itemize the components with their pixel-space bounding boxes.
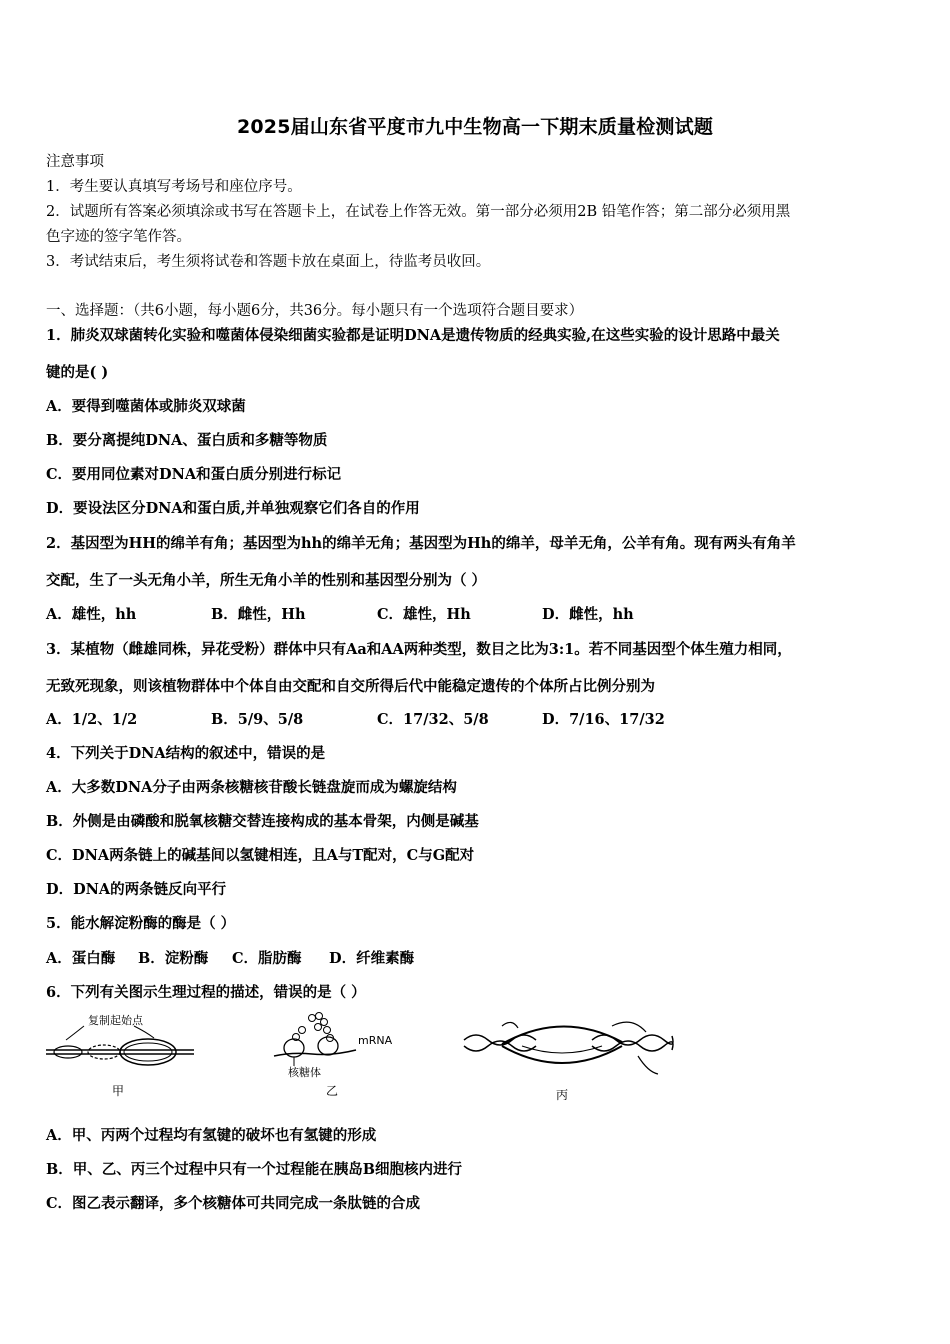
notice-item-1: 1．考生要认真填写考场号和座位序号。 <box>46 179 302 195</box>
q2-option-c: C．雄性，Hh <box>377 606 471 623</box>
q3-option-d: D．7/16、17/32 <box>542 711 665 728</box>
q1-stem-line1: 1．肺炎双球菌转化实验和噬菌体侵染细菌实验都是证明DNA是遗传物质的经典实验,在这些实验的设计思路中最关 <box>46 327 780 344</box>
q2-option-b: B．雌性，Hh <box>211 606 306 623</box>
figure-bing-label: 丙 <box>556 1088 569 1102</box>
section-heading: 一、选择题：（共6小题，每小题6分，共36分。每小题只有一个选项符合题目要求） <box>46 303 584 319</box>
q5-option-b: B．淀粉酶 <box>138 950 209 967</box>
notice-item-2-cont: 色字迹的签字笔作答。 <box>46 229 191 245</box>
q4-option-a: A．大多数DNA分子由两条核糖核苷酸长链盘旋而成为螺旋结构 <box>46 779 457 796</box>
figure-yi-label: 乙 <box>326 1084 339 1098</box>
figure-bing-transcription <box>462 1016 674 1082</box>
q4-option-d: D．DNA的两条链反向平行 <box>46 881 227 898</box>
q3-option-b: B．5/9、5/8 <box>211 711 304 728</box>
q1-option-b: B．要分离提纯DNA、蛋白质和多糖等物质 <box>46 432 328 449</box>
notice-heading: 注意事项 <box>46 154 104 170</box>
q1-stem-line2: 键的是( ) <box>46 364 109 381</box>
notice-item-3: 3．考试结束后，考生须将试卷和答题卡放在桌面上，待监考员收回。 <box>46 254 491 270</box>
q3-option-c: C．17/32、5/8 <box>377 711 489 728</box>
q1-option-d: D．要设法区分DNA和蛋白质,并单独观察它们各自的作用 <box>46 500 420 517</box>
q4-option-b: B．外侧是由磷酸和脱氧核糖交替连接构成的基本骨架，内侧是碱基 <box>46 813 479 830</box>
q1-option-a: A．要得到噬菌体或肺炎双球菌 <box>46 398 246 415</box>
page-title: 2025届山东省平度市九中生物高一下期末质量检测试题 <box>236 116 714 138</box>
figure-jia-caption: 复制起始点 <box>88 1014 143 1027</box>
q2-options <box>46 605 906 625</box>
figure-yi-ribosome-label: 核糖体 <box>288 1066 321 1079</box>
notice-item-2: 2．试题所有答案必须填涂或书写在答题卡上，在试卷上作答无效。第一部分必须用2B 铅笔作答；第二部分必须用黑 <box>46 204 791 220</box>
q3-stem-line1: 3．某植物（雌雄同株，异花受粉）群体中只有Aa和AA两种类型，数目之比为3:1。若不同基因型个体生殖力相同， <box>46 641 792 658</box>
q6-option-a: A．甲、丙两个过程均有氢键的破坏也有氢键的形成 <box>46 1127 377 1144</box>
figure-yi-translation <box>272 1010 402 1080</box>
q3-stem-line2: 无致死现象，则该植物群体中个体自由交配和自交所得后代中能稳定遗传的个体所占比例分别为 <box>46 678 655 695</box>
q6-option-b: B．甲、乙、丙三个过程中只有一个过程能在胰岛B细胞核内进行 <box>46 1161 463 1178</box>
q5-option-d: D．纤维素酶 <box>329 950 415 967</box>
q2-stem-line1: 2．基因型为HH的绵羊有角；基因型为hh的绵羊无角；基因型为Hh的绵羊，母羊无角，公羊有角。现有两头有角羊 <box>46 535 796 552</box>
q1-option-c: C．要用同位素对DNA和蛋白质分别进行标记 <box>46 466 342 483</box>
q2-option-a: A．雄性，hh <box>46 606 137 623</box>
q3-option-a: A．1/2、1/2 <box>46 711 138 728</box>
q2-option-d: D．雌性，hh <box>542 606 634 623</box>
q3-options <box>46 710 906 730</box>
q5-option-c: C．脂肪酶 <box>232 950 302 967</box>
figure-yi-mrna-label: mRNA <box>358 1034 393 1047</box>
q5-stem: 5．能水解淀粉酶的酶是（ ） <box>46 915 236 932</box>
figure-jia-label: 甲 <box>112 1084 125 1098</box>
q6-option-c: C．图乙表示翻译，多个核糖体可共同完成一条肽链的合成 <box>46 1195 421 1212</box>
q6-stem: 6．下列有关图示生理过程的描述，错误的是（ ） <box>46 984 366 1001</box>
q2-stem-line2: 交配，生了一头无角小羊，所生无角小羊的性别和基因型分别为（ ） <box>46 572 487 589</box>
q4-option-c: C．DNA两条链上的碱基间以氢键相连，且A与T配对，C与G配对 <box>46 847 475 864</box>
q5-options <box>46 949 906 969</box>
q4-stem: 4．下列关于DNA结构的叙述中，错误的是 <box>46 745 326 762</box>
q5-option-a: A．蛋白酶 <box>46 950 116 967</box>
